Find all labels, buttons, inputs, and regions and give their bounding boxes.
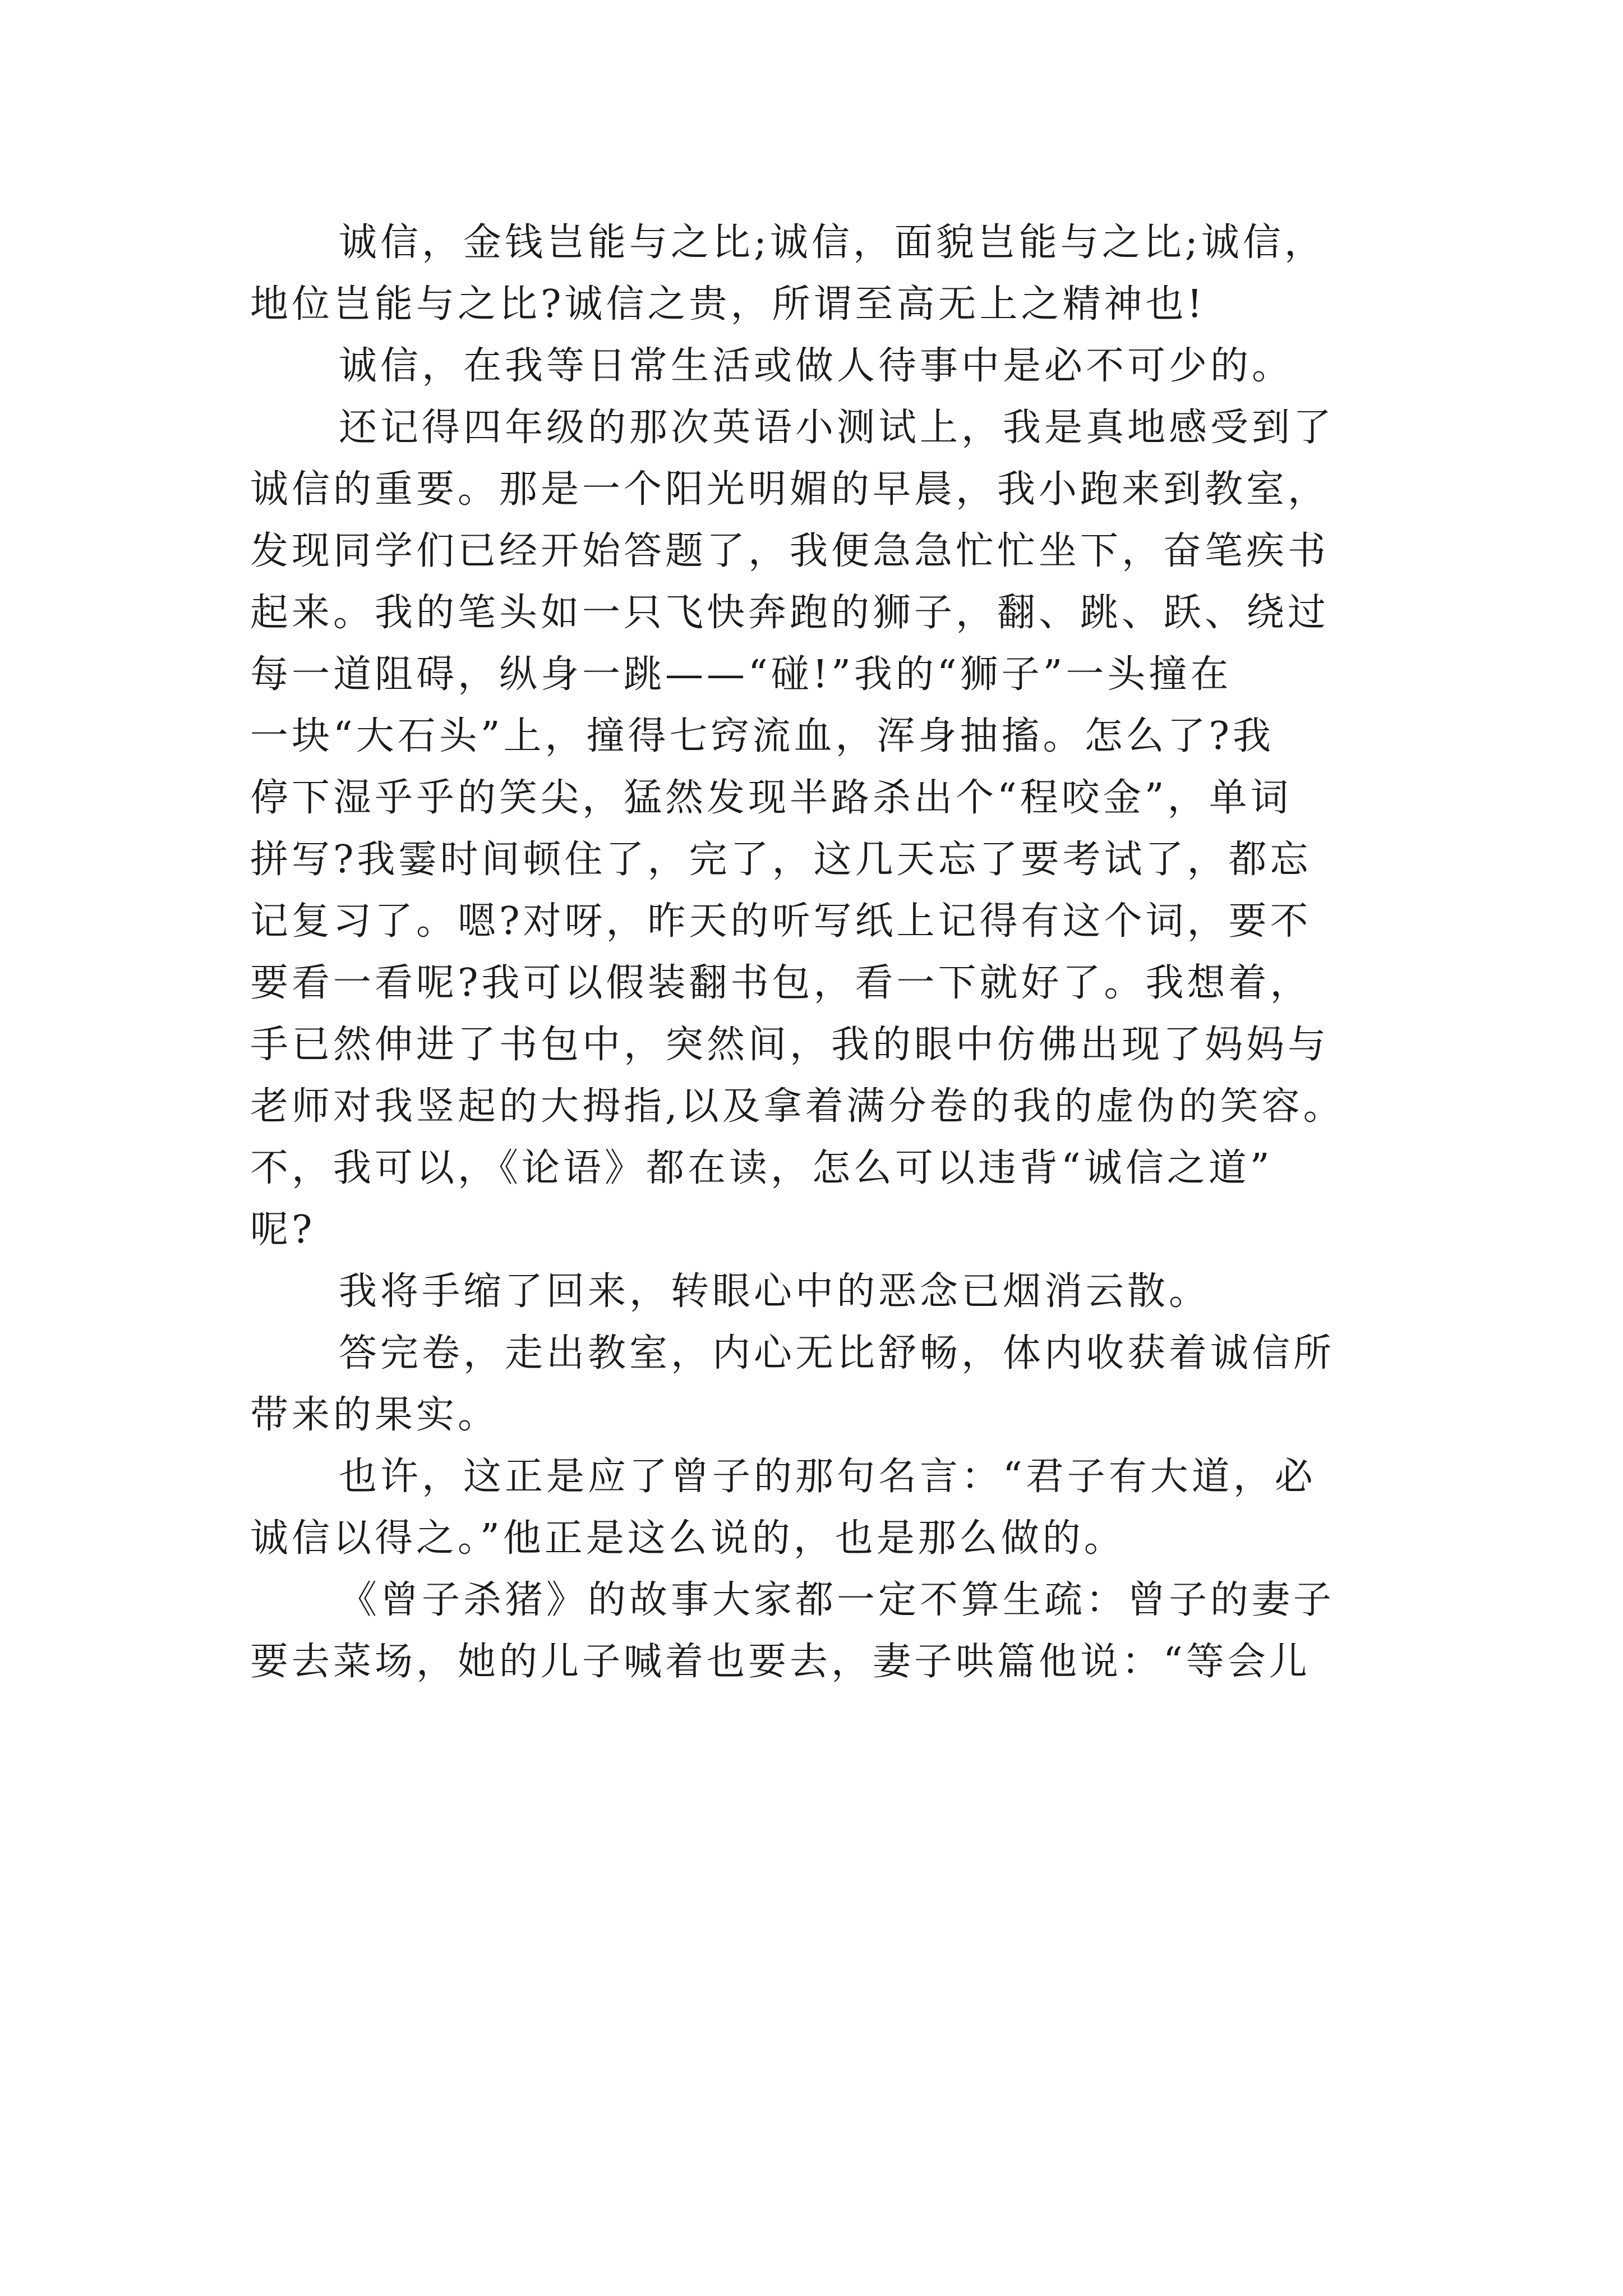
- text-line: 手已然伸进了书包中，突然间，我的眼中仿佛出现了妈妈与: [250, 1023, 1330, 1067]
- document-body: [250, 212, 1375, 1693]
- text-line: 诚信的重要。那是一个阳光明媚的早晨，我小跑来到教室，: [250, 467, 1330, 512]
- text-line: 还记得四年级的那次英语小测试上，我是真地感受到了: [339, 406, 1335, 450]
- text-line: 要看一看呢?我可以假装翻书包，看一下就好了。我想着，: [250, 961, 1312, 1005]
- text-line: 要去菜场，她的儿子喊着也要去，妻子哄篇他说：“等会儿: [250, 1640, 1311, 1684]
- text-line: 答完卷，走出教室，内心无比舒畅，体内收获着诚信所: [339, 1331, 1335, 1375]
- text-line: 起来。我的笔头如一只飞快奔跑的狮子，翻、跳、跃、绕过: [250, 591, 1330, 635]
- text-line: 一块“大石头”上，撞得七窍流血，浑身抽搐。怎么了?我: [250, 714, 1274, 758]
- text-line: 停下湿乎乎的笑尖，猛然发现半路杀出个“程咬金”，单词: [250, 776, 1292, 820]
- text-line: 诚信，金钱岂能与之比;诚信，面貌岂能与之比;诚信，: [339, 220, 1326, 265]
- paragraph: [250, 1261, 1375, 1323]
- text-line: 带来的果实。: [250, 1393, 500, 1437]
- text-line: 老师对我竖起的大拇指,以及拿着满分卷的我的虚伪的笑容。: [250, 1084, 1345, 1129]
- paragraph: [250, 1446, 1375, 1570]
- text-line: 诚信，在我等日常生活或做人待事中是必不可少的。: [339, 344, 1294, 388]
- text-line: 地位岂能与之比?诚信之贵，所谓至高无上之精神也!: [250, 282, 1206, 326]
- text-line: 我将手缩了回来，转眼心中的恶念已烟消云散。: [339, 1269, 1211, 1314]
- text-line: 诚信以得之。”他正是这么说的，也是那么做的。: [250, 1516, 1126, 1561]
- paragraph: [250, 397, 1375, 1261]
- paragraph: [250, 1570, 1375, 1693]
- paragraph: [250, 335, 1375, 397]
- text-line: 《曾子杀猪》的故事大家都一定不算生疏：曾子的妻子: [339, 1578, 1335, 1622]
- text-line: 也许，这正是应了曾子的那句名言：“君子有大道，必: [339, 1455, 1316, 1499]
- text-line: 不，我可以，《论语》都在读，怎么可以违背“诚信之道”: [250, 1146, 1273, 1190]
- text-line: 每一道阻碍，纵身一跳——“碰!”我的“狮子”一头撞在: [250, 652, 1232, 697]
- text-line: 记复习了。嗯?对呀，昨天的听写纸上记得有这个词，要不: [250, 899, 1312, 944]
- text-line: 呢?: [250, 1208, 316, 1252]
- text-line: 拼写?我霎时间顿住了，完了，这几天忘了要考试了，都忘: [250, 838, 1312, 882]
- text-line: 发现同学们已经开始答题了，我便急急忙忙坐下，奋笔疾书: [250, 529, 1330, 573]
- paragraph: [250, 212, 1375, 335]
- paragraph: [250, 1323, 1375, 1446]
